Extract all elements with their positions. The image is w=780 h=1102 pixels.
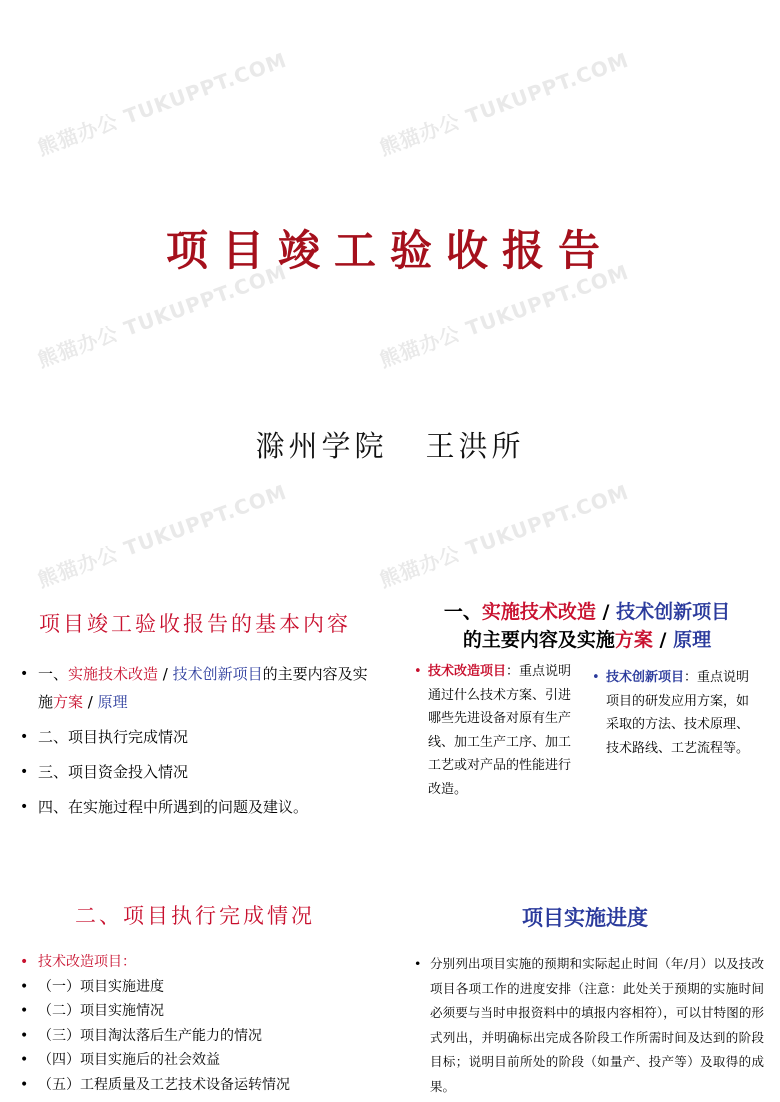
list-item: • 二、项目执行完成情况 [18, 723, 378, 751]
watermark: 熊猫办公 TUKUPPT.COM [34, 259, 291, 373]
section-one-heading: 一、实施技术改造 / 技术创新项目 的主要内容及实施方案 / 原理 [443, 601, 731, 651]
list-item: • 四、在实施过程中所遇到的问题及建议。 [18, 793, 378, 821]
list-item: • （一）项目实施进度 [18, 975, 388, 1000]
watermark: 熊猫办公 TUKUPPT.COM [34, 479, 291, 593]
list-item: • 三、项目资金投入情况 [18, 758, 378, 786]
watermark: 熊猫办公 TUKUPPT.COM [376, 47, 633, 161]
list-item: • （二）项目实施情况 [18, 999, 388, 1024]
list-item: • 技术改造项目： [18, 950, 388, 975]
watermark: 熊猫办公 TUKUPPT.COM [34, 47, 291, 161]
document-title: 项目竣工验收报告 [165, 226, 614, 275]
basic-content-list [18, 660, 378, 828]
list-item: • （四）项目实施后的社会效益 [18, 1048, 388, 1073]
execution-title: 二、项目执行完成情况 [75, 904, 315, 928]
author-line [0, 424, 780, 465]
execution-list [18, 950, 388, 1097]
tech-innovation-column: • 技术创新项目：重点说明项目的研发应用方案，如采取的方法、技术原理、技术路线、工艺流程等。 [592, 670, 750, 756]
list-item: • （三）项目淘汰落后生产能力的情况 [18, 1024, 388, 1049]
list-item: • （五）工程质量及工艺技术设备运转情况 [18, 1073, 388, 1098]
watermark: 熊猫办公 TUKUPPT.COM [376, 259, 633, 373]
progress-title: 项目实施进度 [522, 906, 648, 930]
tech-transform-column: • 技术改造项目：重点说明通过什么技术方案、引进哪些先进设备对原有生产线、加工生产工序、加工工艺或对产品的性能进行改造。 [414, 664, 572, 797]
author-name: 王洪所 [425, 429, 525, 463]
institution-name: 滁州学院 [255, 429, 388, 463]
progress-body: • 分别列出项目实施的预期和实际起止时间（年/月）以及技改项目各项工作的进度安排（注意：此处关于预期的实施时间必须要与当时申报资料中的填报内容相符），可以甘特图的形式列出，并明确标出完成各阶段工作所需时间及达到的阶段目标；说明目前所处的阶段（如量产、投产等）及取得的成果。 [414, 956, 764, 1094]
basic-content-title: 项目竣工验收报告的基本内容 [39, 612, 351, 636]
watermark: 熊猫办公 TUKUPPT.COM [376, 479, 633, 593]
list-item: • 一、实施技术改造 / 技术创新项目的主要内容及实施方案 / 原理 [18, 660, 378, 716]
